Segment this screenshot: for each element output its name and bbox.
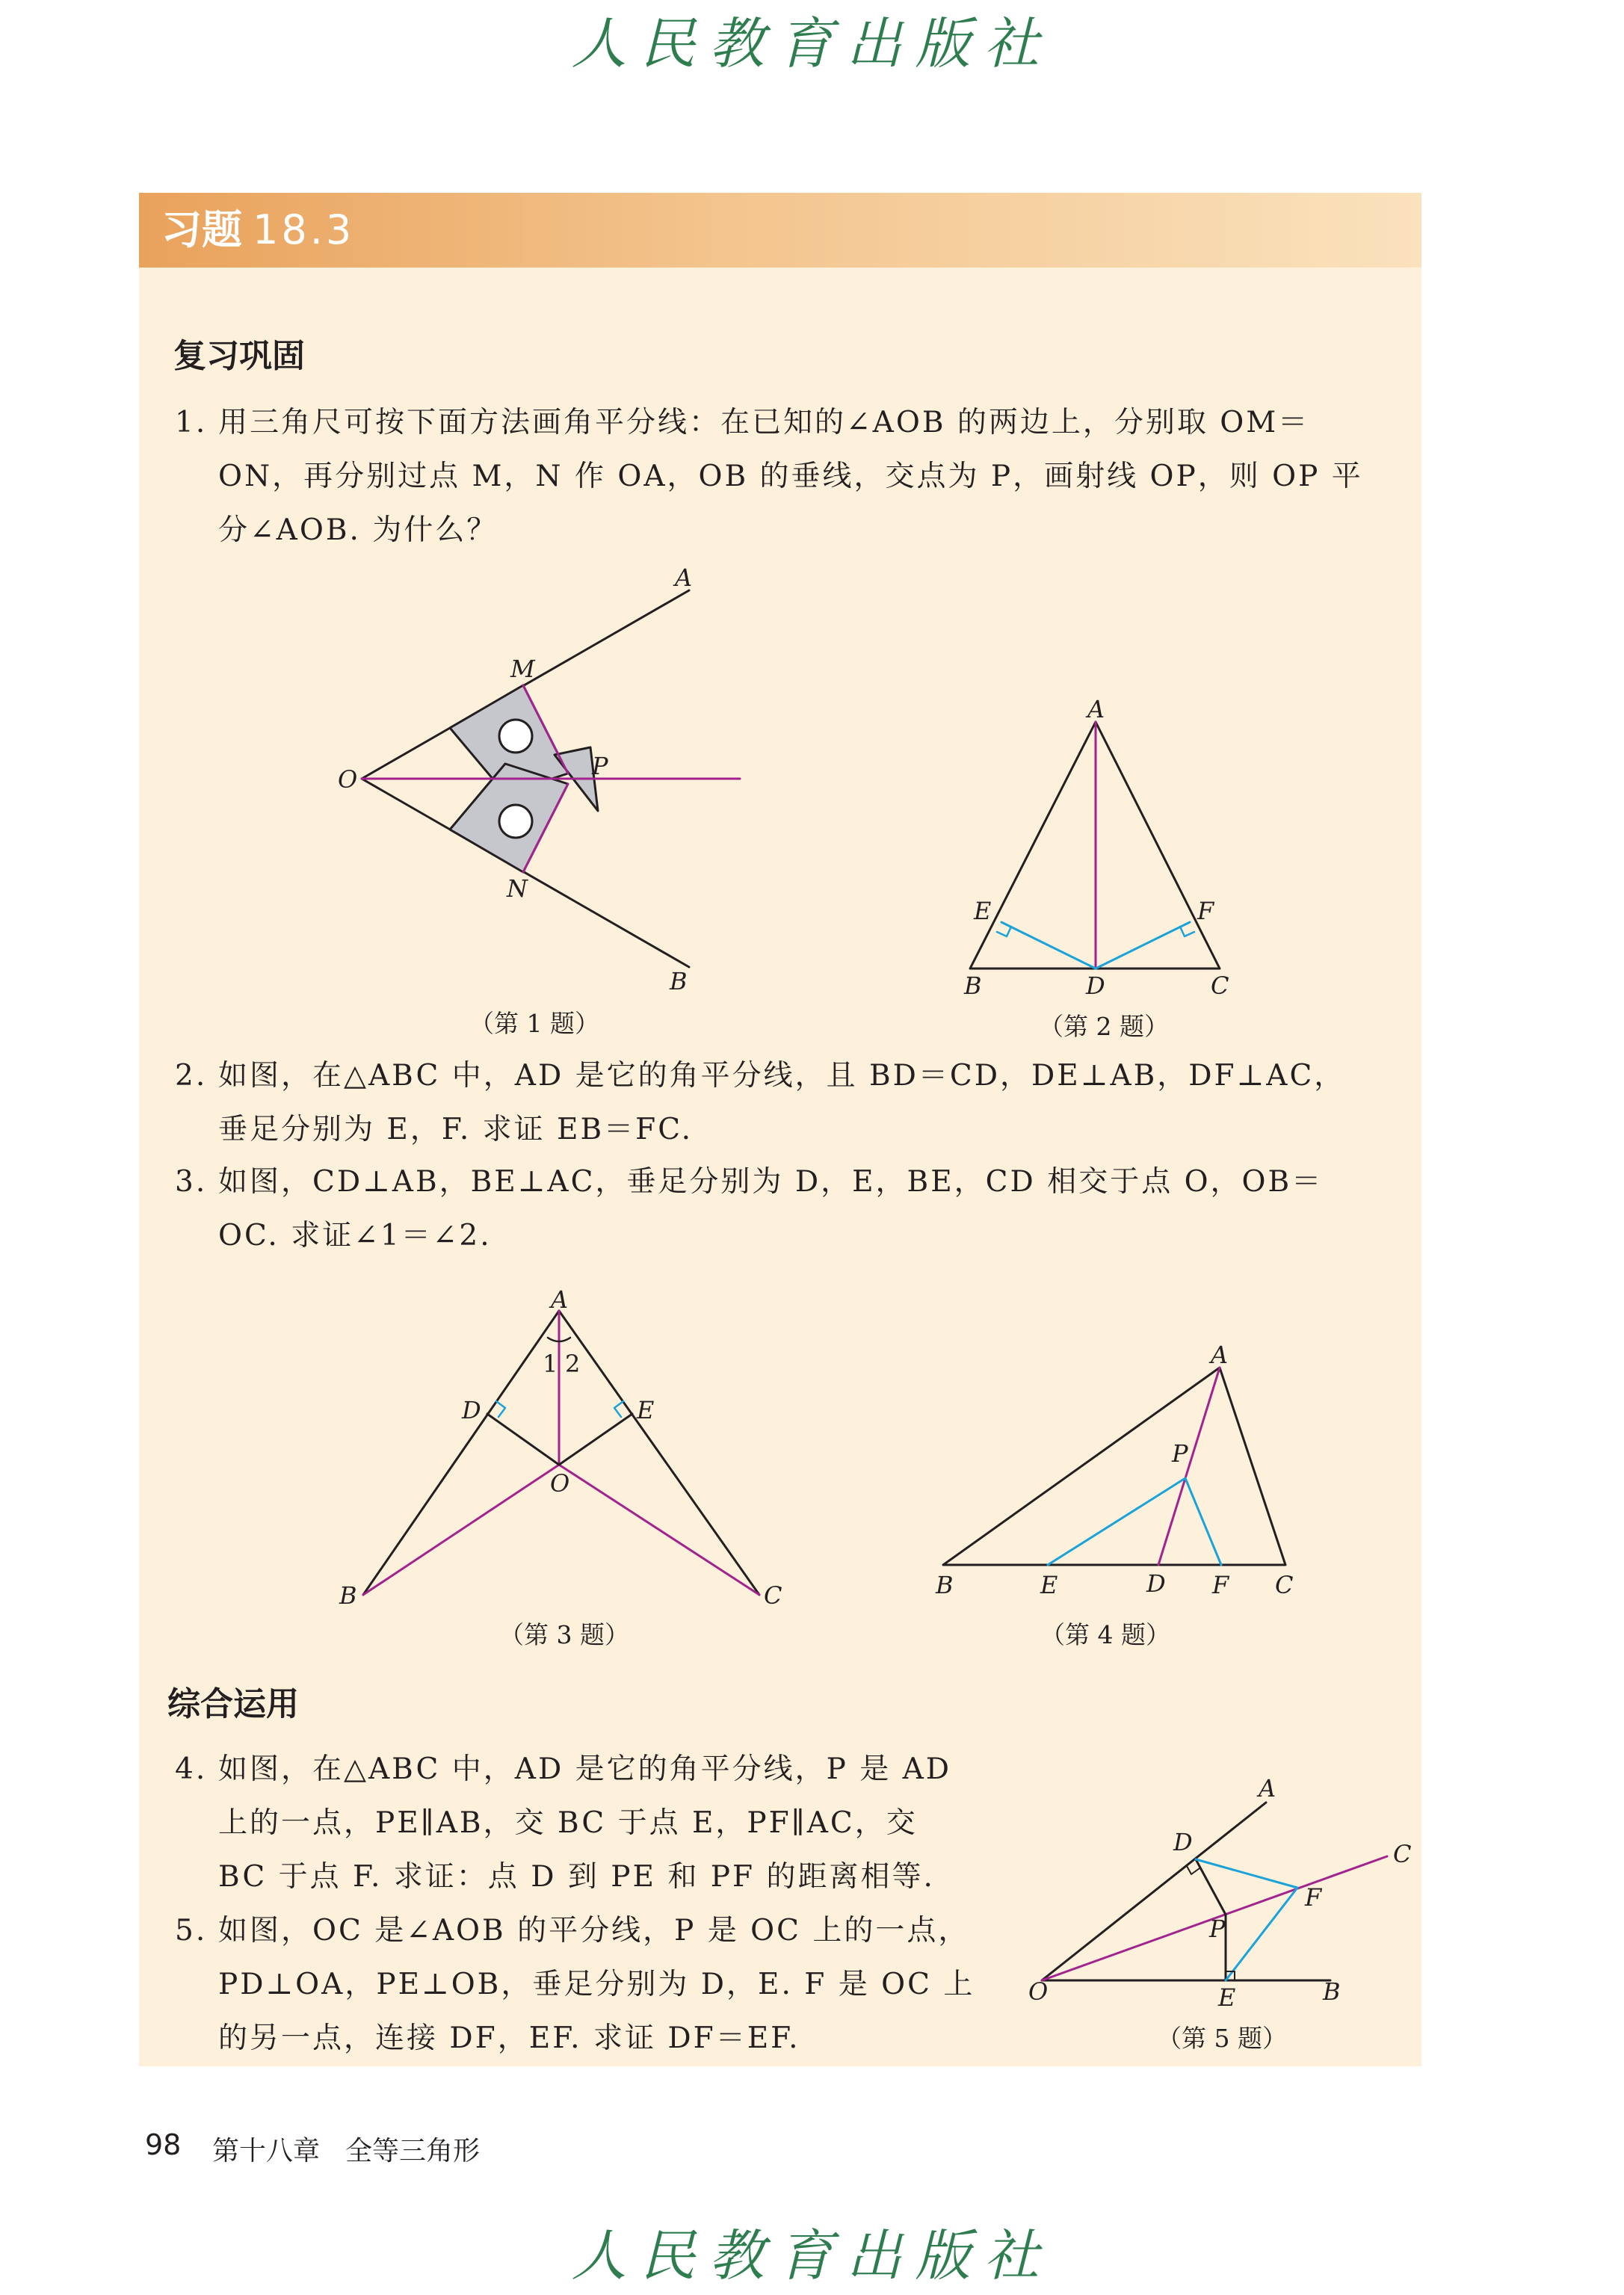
subhead-apply: 综合运用 — [167, 1685, 299, 1723]
label-C: C — [1275, 1571, 1294, 1599]
label-F: F — [1197, 897, 1214, 925]
problem-line: 如图，OC 是∠AOB 的平分线，P 是 OC 上的一点， — [218, 1914, 970, 1947]
label-C: C — [1211, 972, 1229, 1000]
figure-1 — [338, 563, 740, 995]
right-angle-e — [997, 927, 1011, 936]
label-B: B — [670, 967, 688, 995]
label-E: E — [1040, 1571, 1058, 1599]
side-ab — [363, 1311, 559, 1595]
problem-number: 2. — [175, 1059, 208, 1093]
right-angle-d — [1187, 1866, 1200, 1874]
label-N: N — [507, 874, 528, 903]
label-B: B — [964, 972, 982, 1000]
caption-fig5: （第 5 题） — [1157, 2024, 1287, 2053]
problem-line: 如图，在△ABC 中，AD 是它的角平分线，P 是 AD — [218, 1752, 952, 1786]
figure-2 — [963, 695, 1229, 1000]
label-F: F — [1305, 1883, 1322, 1912]
figure-5 — [1028, 1774, 1411, 2012]
label-D: D — [462, 1396, 481, 1424]
right-angle-d — [496, 1401, 505, 1417]
problem-line: PD⊥OA，PE⊥OB，垂足分别为 D，E. F 是 OC 上 — [218, 1968, 975, 2001]
problem-number: 3. — [175, 1165, 208, 1199]
perp-pd — [1196, 1859, 1226, 1915]
segment-pf — [1185, 1478, 1221, 1565]
label-D: D — [1086, 972, 1105, 1000]
label-A: A — [1259, 1774, 1276, 1803]
label-B: B — [1323, 1977, 1341, 2006]
perp-de — [1001, 922, 1096, 969]
label-E: E — [974, 897, 992, 925]
label-D: D — [1146, 1569, 1166, 1598]
problem-line: 垂足分别为 E，F. 求证 EB＝FC. — [218, 1113, 694, 1146]
segment-co — [559, 1465, 759, 1595]
label-1: 1 — [543, 1350, 558, 1378]
caption-fig3: （第 3 题） — [499, 1620, 629, 1649]
right-angle-e — [614, 1401, 623, 1417]
label-E: E — [1218, 1983, 1236, 2012]
triangle-abc — [943, 1368, 1285, 1565]
label-E: E — [637, 1396, 655, 1424]
problem-line: OC. 求证∠1＝∠2. — [218, 1219, 492, 1252]
segment-od — [487, 1414, 559, 1465]
label-O: O — [338, 765, 358, 794]
label-C: C — [764, 1581, 782, 1610]
label-A: A — [1211, 1341, 1229, 1369]
problem-line: 如图，在△ABC 中，AD 是它的角平分线，且 BD＝CD，DE⊥AB，DF⊥AC， — [218, 1059, 1346, 1093]
label-A: A — [1087, 695, 1105, 723]
label-A: A — [551, 1285, 569, 1314]
problem-line: BC 于点 F. 求证：点 D 到 PE 和 PF 的距离相等. — [218, 1860, 935, 1894]
label-P: P — [592, 752, 608, 780]
caption-fig4: （第 4 题） — [1040, 1620, 1170, 1649]
chapter-title: 全等三角形 — [345, 2136, 481, 2166]
caption-fig2: （第 2 题） — [1039, 1012, 1169, 1041]
label-O: O — [1028, 1977, 1049, 2006]
label-2: 2 — [565, 1350, 581, 1378]
segment-df — [1196, 1859, 1297, 1888]
label-A: A — [675, 563, 693, 592]
set-square-hole-upper — [499, 720, 532, 753]
right-angle-f — [1180, 927, 1194, 936]
problem-number: 5. — [175, 1914, 208, 1947]
bisector-ad — [1158, 1368, 1220, 1565]
problem-line: 上的一点，PE∥AB，交 BC 于点 E，PF∥AC，交 — [218, 1806, 918, 1840]
segment-oe — [559, 1414, 632, 1465]
label-F: F — [1212, 1571, 1229, 1599]
ray-oa — [1042, 1803, 1266, 1980]
label-B: B — [339, 1581, 357, 1610]
label-B: B — [936, 1571, 954, 1599]
figure-3 — [339, 1285, 782, 1610]
label-O: O — [550, 1469, 570, 1498]
problem-line: 的另一点，连接 DF，EF. 求证 DF＝EF. — [218, 2021, 800, 2055]
figure-4 — [935, 1341, 1293, 1599]
problem-line: 分∠AOB. 为什么？ — [218, 513, 498, 547]
section-label: 习题 — [161, 206, 242, 253]
footer-chapter — [212, 2130, 480, 2168]
problem-line: ON，再分别过点 M，N 作 OA，OB 的垂线，交点为 P，画射线 OP，则 OP 平 — [218, 460, 1363, 493]
problem-line: 用三角尺可按下面方法画角平分线：在已知的∠AOB 的两边上，分别取 OM＝ — [218, 406, 1310, 439]
problem-number: 4. — [175, 1752, 208, 1786]
problem-number: 1. — [175, 406, 208, 439]
label-P: P — [1209, 1915, 1226, 1943]
subhead-review: 复习巩固 — [173, 337, 305, 375]
label-C: C — [1393, 1840, 1412, 1868]
publisher-watermark-top: 人民教育出版社 — [571, 12, 1053, 76]
problem-line: 如图，CD⊥AB，BE⊥AC，垂足分别为 D，E，BE，CD 相交于点 O，OB＝ — [218, 1165, 1324, 1199]
label-D: D — [1173, 1828, 1193, 1856]
caption-fig1: （第 1 题） — [469, 1009, 599, 1038]
perp-df — [1096, 922, 1190, 969]
segment-bo — [363, 1465, 559, 1595]
side-ac — [559, 1311, 759, 1595]
publisher-watermark-bottom: 人民教育出版社 — [571, 2224, 1053, 2288]
label-P: P — [1172, 1439, 1188, 1468]
section-number: 18.3 — [253, 206, 355, 253]
set-square-hole-lower — [499, 805, 532, 838]
page-number: 98 — [145, 2128, 182, 2161]
segment-pe — [1048, 1478, 1185, 1565]
label-M: M — [510, 655, 535, 683]
chapter-number: 第十八章 — [212, 2136, 321, 2166]
